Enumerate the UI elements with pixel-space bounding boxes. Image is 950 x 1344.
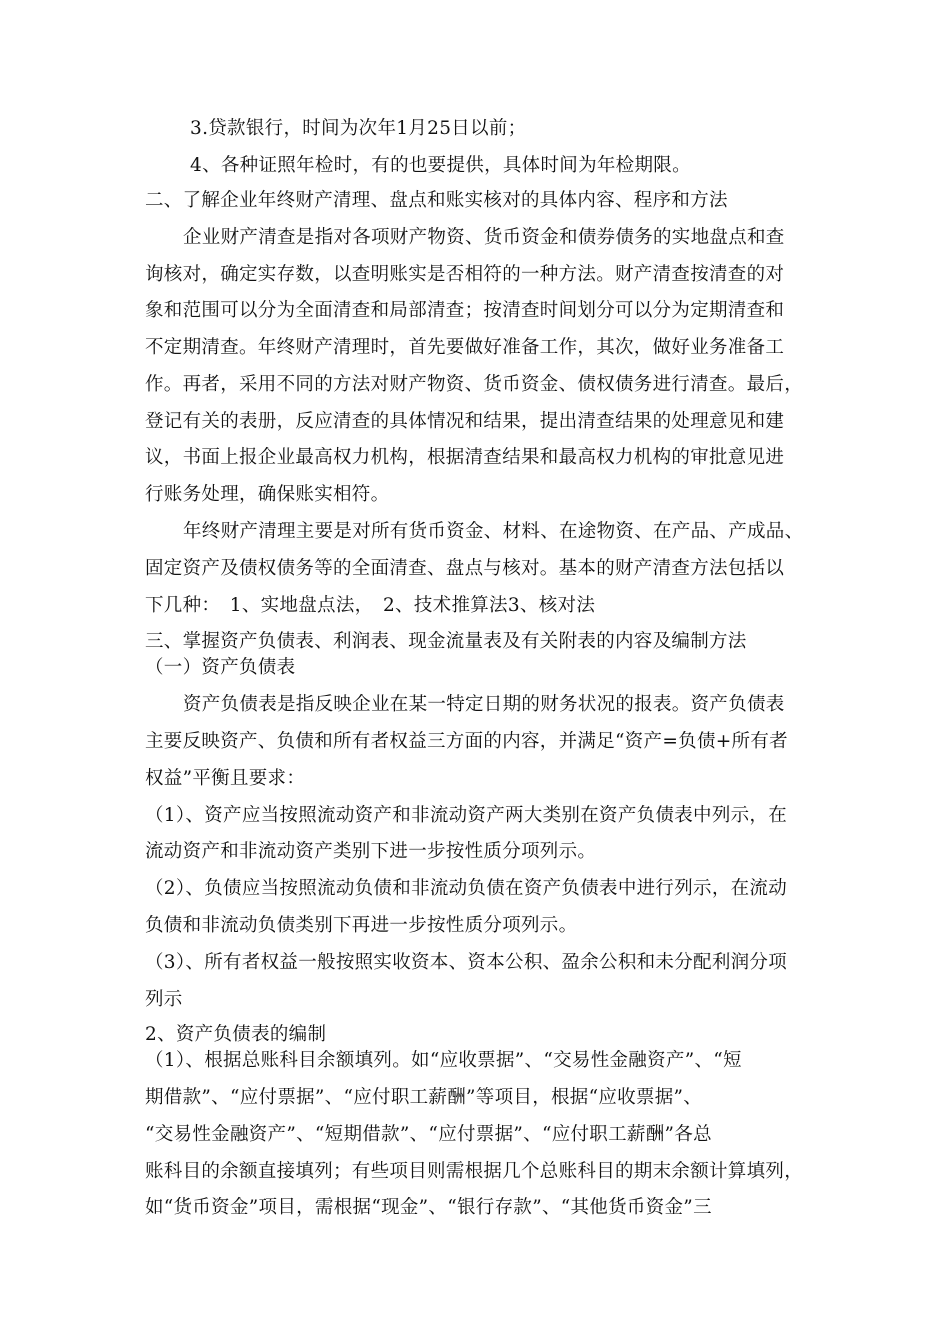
- text-line: 如“货币资金”项目，需根据“现金”、“银行存款”、“其他货币资金”三: [145, 1197, 712, 1218]
- text-line: 4、各种证照年检时，有的也要提供，具体时间为年检期限。: [190, 155, 691, 176]
- text-line: “交易性金融资产”、“短期借款”、“应付票据”、“应付职工薪酬”各总: [145, 1124, 712, 1145]
- section-heading: 三、掌握资产负债表、利润表、现金流量表及有关附表的内容及编制方法: [145, 631, 747, 652]
- text-line: 登记有关的表册，反应清查的具体情况和结果，提出清查结果的处理意见和建: [145, 411, 785, 432]
- text-line: 作。再者，采用不同的方法对财产物资、货币资金、债权债务进行清查。最后，: [145, 374, 804, 395]
- text-line: 询核对，确定实存数，以查明账实是否相符的一种方法。财产清查按清查的对: [145, 264, 785, 285]
- text-line: 账科目的余额直接填列；有些项目则需根据几个总账科目的期末余额计算填列，: [145, 1161, 804, 1182]
- subsection-heading: （一）资产负债表: [145, 657, 296, 678]
- text-line: （2）、负债应当按照流动负债和非流动负债在资产负债表中进行列示，在流动: [145, 878, 788, 899]
- text-line: 象和范围可以分为全面清查和局部清查；按清查时间划分可以分为定期清查和: [145, 300, 785, 321]
- text-line: 流动资产和非流动资产类别下进一步按性质分项列示。: [145, 841, 597, 862]
- text-line: 主要反映资产、负债和所有者权益三方面的内容，并满足“资产=负债+所有者: [145, 731, 788, 752]
- text-line: 企业财产清查是指对各项财产物资、货币资金和债券债务的实地盘点和查: [183, 227, 785, 248]
- text-line: 年终财产清理主要是对所有货币资金、材料、在途物资、在产品、产成品、: [183, 521, 804, 542]
- text-line: 权益”平衡且要求：: [145, 768, 306, 789]
- text-line: 期借款”、“应付票据”、“应付职工薪酬”等项目，根据“应收票据”、: [145, 1087, 703, 1108]
- text-line: 负债和非流动负债类别下再进一步按性质分项列示。: [145, 915, 578, 936]
- text-line: 议，书面上报企业最高权力机构，根据清查结果和最高权力机构的审批意见进: [145, 447, 785, 468]
- text-line: （1）、资产应当按照流动资产和非流动资产两大类别在资产负债表中列示，在: [145, 805, 788, 826]
- subsection-heading: 2、资产负债表的编制: [145, 1024, 327, 1045]
- text-line: 行账务处理，确保账实相符。: [145, 484, 390, 505]
- text-line: 不定期清查。年终财产清理时，首先要做好准备工作，其次，做好业务准备工: [145, 337, 785, 358]
- text-line: 资产负债表是指反映企业在某一特定日期的财务状况的报表。资产负债表: [183, 694, 785, 715]
- text-line: （1）、根据总账科目余额填列。如“应收票据”、“交易性金融资产”、“短: [145, 1050, 742, 1071]
- text-line: （3）、所有者权益一般按照实收资本、资本公积、盈余公积和未分配利润分项: [145, 952, 788, 973]
- text-line: 3.贷款银行，时间为次年1月25日以前；: [190, 118, 527, 139]
- text-line: 下几种： 1、实地盘点法， 2、技术推算法3、核对法: [145, 595, 596, 616]
- text-line: 固定资产及债权债务等的全面清查、盘点与核对。基本的财产清查方法包括以: [145, 558, 785, 579]
- section-heading: 二、了解企业年终财产清理、盘点和账实核对的具体内容、程序和方法: [145, 190, 728, 211]
- text-line: 列示: [145, 989, 183, 1010]
